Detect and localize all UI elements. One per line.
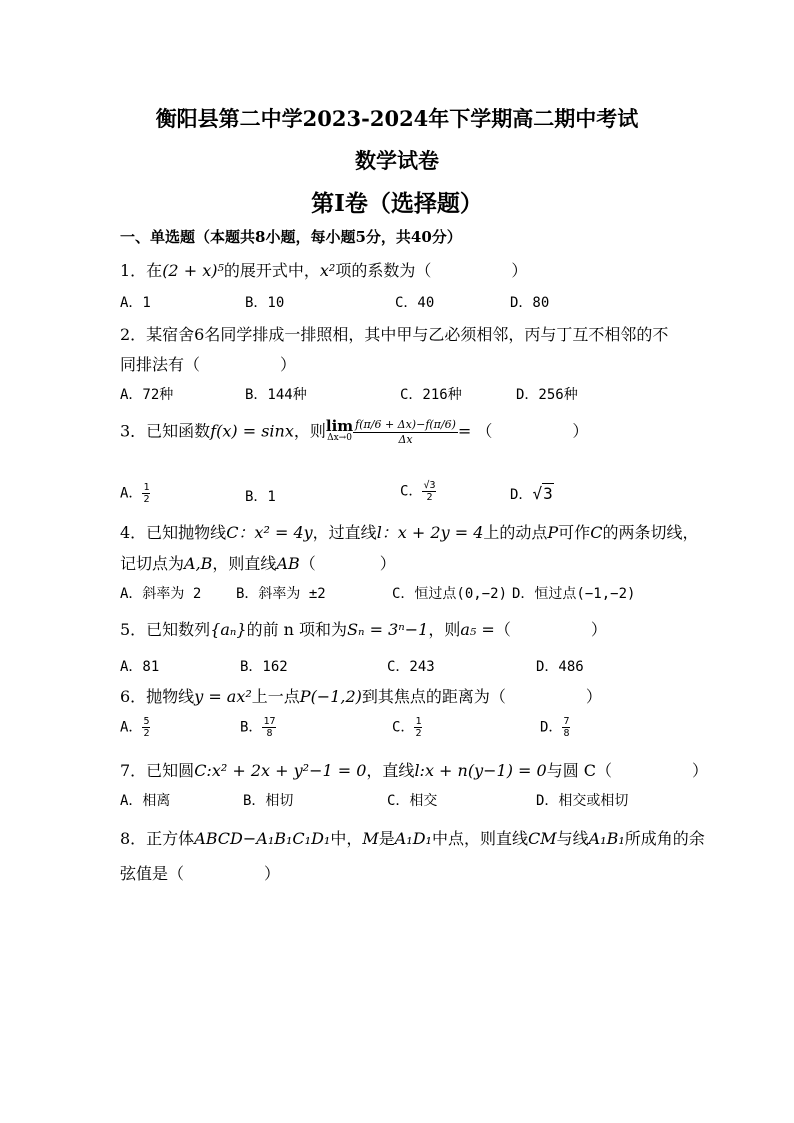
limit-operator: lim Δx→0: [325, 417, 354, 443]
option-2b: B．144种: [245, 387, 307, 403]
option-5a: A．81: [120, 659, 160, 675]
option-3d: D．√3: [510, 484, 553, 503]
option-3c: C． $\frac{√3}{2}$: [400, 480, 436, 503]
difference-quotient: $\frac{f(\pi/6 + \Delta x)-f(\pi/6)}{\Delta x}$: [355, 418, 456, 446]
option-1b: B．10: [245, 295, 285, 311]
question-2-line-2: 同排法有（ ）: [120, 355, 297, 374]
section-heading: 一、单选题（本题共8小题，每小题5分，共40分）: [120, 228, 462, 246]
paper-part-title: 第Ⅰ卷（选择题）: [311, 190, 483, 217]
option-5c: C．243: [387, 659, 435, 675]
option-7c: C．相交: [387, 793, 438, 809]
option-2c: C．216种: [400, 387, 462, 403]
option-6c: C． $\frac{1}{2}$: [392, 716, 422, 739]
option-4b: B．斜率为 ±2: [236, 586, 326, 602]
option-7a: A．相离: [120, 793, 171, 809]
option-7d: D．相交或相切: [536, 793, 629, 809]
option-2d: D．256种: [516, 387, 578, 403]
exam-title: 衡阳县第二中学2023-2024年下学期高二期中考试: [155, 106, 639, 131]
question-7: 7．已知圆C:x² + 2x + y²−1 = 0，直线l:x + n(y−1) = 0与圆 C（ ）: [120, 761, 709, 780]
option-6a: A． $\frac{5}{2}$: [120, 716, 150, 739]
question-5: 5．已知数列{aₙ}的前 n 项和为Sₙ = 3ⁿ−1，则a₅ =（ ）: [120, 620, 607, 639]
question-8-line-2: 弦值是（ ）: [120, 864, 281, 883]
option-4a: A．斜率为 2: [120, 586, 202, 602]
option-3a: A． $\frac{1}{2}$: [120, 482, 150, 505]
question-4-line-2: 记切点为A,B，则直线AB（ ）: [120, 554, 396, 573]
question-6: 6．抛物线y = ax²上一点P(−1,2)到其焦点的距离为（ ）: [120, 687, 602, 706]
option-2a: A．72种: [120, 387, 174, 403]
option-6b: B． $\frac{17}{8}$: [240, 716, 276, 739]
option-1d: D．80: [510, 295, 550, 311]
option-7b: B．相切: [243, 793, 294, 809]
question-8-line-1: 8．正方体ABCD−A₁B₁C₁D₁中，M是A₁D₁中点，则直线CM与线A₁B₁所成角的余: [120, 829, 705, 848]
option-1c: C．40: [395, 295, 435, 311]
question-2-line-1: 2．某宿舍6名同学排成一排照相，其中甲与乙必须相邻，丙与丁互不相邻的不: [120, 325, 669, 344]
option-4c: C．恒过点(0,−2): [392, 586, 508, 602]
option-3b: B．1: [245, 489, 276, 505]
option-5d: D．486: [536, 659, 584, 675]
option-5b: B．162: [240, 659, 288, 675]
question-4-line-1: 4．已知抛物线C：x² = 4y，过直线l：x + 2y = 4上的动点P可作C的两条切线，: [120, 523, 699, 542]
option-6d: D． $\frac{7}{8}$: [540, 716, 570, 739]
question-1: 1．在(2 + x)⁵的展开式中，x²项的系数为（ ）: [120, 261, 528, 280]
exam-subject: 数学试卷: [355, 148, 439, 173]
option-1a: A．1: [120, 295, 151, 311]
question-3: 3．已知函数f(x) = sinx，则 lim Δx→0 $\frac{f(\pi/6 + \Delta x)-f(\pi/6)}{\Delta x}$ = （ ）: [120, 417, 589, 446]
option-4d: D．恒过点(−1,−2): [512, 586, 636, 602]
